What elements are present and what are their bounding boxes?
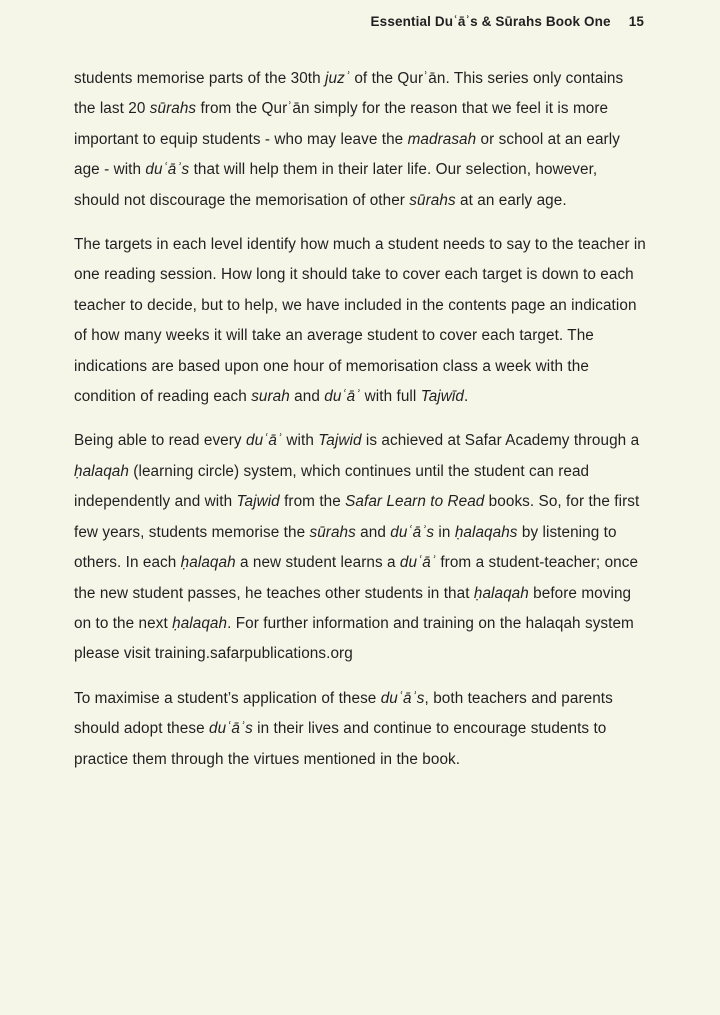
paragraph-3: Being able to read every duʿāʾ with Tajwid is achieved at Safar Academy through a ḥalaqah (learning circle) system, which continues until the student can read independently and with Tajwid from the Safar Learn to Read books. So, for the first few years, students memorise the sūrahs and duʿāʾs in ḥalaqahs by listening to others. In each ḥalaqah a new student learns a duʿāʾ from a student-teacher; once the new student passes, he teaches other students in that ḥalaqah before moving on to the next ḥalaqah. For further information and training on the halaqah system please visit training.safarpublications.org <box>74 432 640 663</box>
book-title: Essential Duʿāʾs & Sūrahs Book One <box>370 14 611 29</box>
paragraph-1: students memorise parts of the 30th juzʾ of the Qurʾān. This series only contains the last 20 sūrahs from the Qurʾān simply for the reason that we feel it is more important to equip students - who may leave the madrasah or school at an early age - with duʿāʾs that will help them in their later life. Our selection, however, should not discourage the memorisation of other sūrahs at an early age. <box>74 70 624 209</box>
body-text <box>74 64 646 775</box>
paragraph-4: To maximise a student’s application of these duʿāʾs, both teachers and parents should adopt these duʿāʾs in their lives and continue to encourage students to practice them through the virtues mentioned in the book. <box>74 689 613 768</box>
paragraph-2: The targets in each level identify how much a student needs to say to the teacher in one reading session. How long it should take to cover each target is down to each teacher to decide, but to help, we have included in the contents page an indication of how many weeks it will take an average student to cover each target. The indications are based upon one hour of memorisation class a week with the condition of reading each surah and duʿāʾ with full Tajwīd. <box>74 236 646 406</box>
page-header <box>76 14 644 29</box>
page-number: 15 <box>628 14 644 29</box>
